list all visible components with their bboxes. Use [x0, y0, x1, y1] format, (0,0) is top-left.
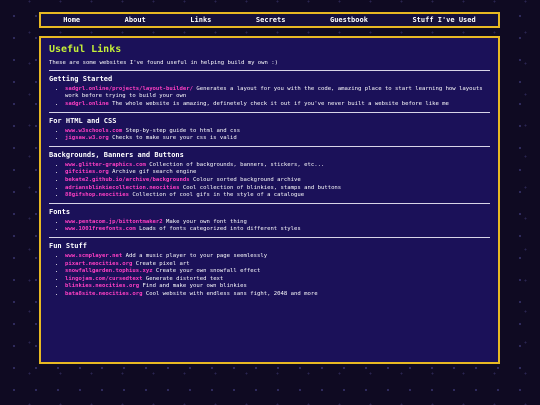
list-item	[65, 135, 490, 143]
link-description: Checks to make sure your css is valid	[108, 135, 237, 142]
link-description: Step-by-step guide to html and css	[122, 127, 241, 134]
section-title: For HTML and CSS	[49, 116, 117, 125]
link-description: Create pixel art	[132, 260, 190, 267]
list-item	[65, 162, 490, 170]
page-title: Useful Links	[49, 44, 122, 55]
link[interactable]: www.glitter-graphics.com	[65, 161, 146, 168]
link[interactable]: adriansblinkiecollection.neocities	[65, 184, 180, 191]
list-item	[65, 283, 490, 291]
link-description: Create your own snowfall effect	[152, 268, 261, 275]
link-description: Cool collection of blinkies, stamps and buttons	[179, 184, 342, 191]
list-item	[65, 86, 490, 100]
nav-guestbook-link[interactable]: Guestbook	[329, 16, 368, 24]
top-nav	[39, 12, 500, 28]
section-title: Fonts	[49, 207, 71, 216]
link[interactable]: lingojam.com/cursedtext	[65, 275, 143, 282]
list-item	[65, 276, 490, 284]
link[interactable]: www.pentacom.jp/bittontmaker2	[65, 218, 163, 225]
link-description: Generate distorted text	[142, 275, 224, 282]
link-description: Collection of backgrounds, banners, stickers, etc...	[145, 161, 325, 168]
content-panel	[39, 36, 500, 364]
link-description: Colour sorted background archive	[189, 177, 301, 184]
link[interactable]: 88gifshop.neocities	[65, 192, 129, 199]
nav-home-link[interactable]: Home	[63, 16, 81, 24]
link-list	[49, 162, 490, 200]
list-item	[65, 219, 490, 227]
nav-about-link[interactable]: About	[124, 16, 146, 24]
divider	[49, 70, 490, 71]
link[interactable]: sadgrl.online	[65, 101, 109, 108]
link[interactable]: pixart.neocities.org	[65, 260, 133, 267]
link[interactable]: gifcities.org	[65, 169, 109, 176]
link-description: Archive gif search engine	[108, 169, 197, 176]
list-item	[65, 261, 490, 269]
link-description: Find and make your own blinkies	[139, 283, 247, 290]
section-title: Fun Stuff	[49, 242, 87, 251]
link-list	[49, 219, 490, 234]
list-item	[65, 185, 490, 193]
list-item	[65, 268, 490, 276]
list-item	[65, 101, 490, 109]
link[interactable]: jigsaw.w3.org	[65, 135, 109, 142]
link[interactable]: bata8site.neocities.org	[65, 291, 143, 297]
intro-text: These are some websites I've found useful in helping build my own :)	[49, 60, 279, 66]
nav-secrets-link[interactable]: Secrets	[255, 16, 286, 24]
divider	[49, 203, 490, 204]
link-description: Make your own font thing	[162, 218, 247, 225]
link-description: Cool website with endless sans fight, 2048 and more	[142, 291, 318, 297]
list-item	[65, 169, 490, 177]
link[interactable]: blinkies.neocities.org	[65, 283, 140, 290]
nav-stuff-used-link[interactable]: Stuff I've Used	[412, 16, 476, 24]
link-list	[49, 253, 490, 299]
section-title: Getting Started	[49, 75, 113, 83]
link-description: Generates a layout for you with the code, amazing place to start learning how layouts work before trying to build your own	[65, 86, 483, 99]
list-item	[65, 177, 490, 185]
list-item	[65, 226, 490, 234]
link-description: Add a music player to your page seemlessly	[122, 253, 268, 260]
nav-links-link[interactable]: Links	[190, 16, 212, 24]
list-item	[65, 291, 490, 299]
link-description: The whole website is amazing, definetely check it out if you've never built a website before like me	[108, 101, 449, 108]
list-item	[65, 192, 490, 200]
list-item	[65, 253, 490, 261]
link-description: Loads of fonts categorized into different styles	[135, 226, 301, 233]
link[interactable]: www.1001freefonts.com	[65, 226, 136, 233]
link-list	[49, 128, 490, 143]
link[interactable]: bekate2.github.io/archive/backgrounds	[65, 177, 190, 184]
divider	[49, 112, 490, 113]
link[interactable]: www.w3schools.com	[65, 127, 123, 134]
link[interactable]: snowfallgarden.tophius.xyz	[65, 268, 153, 275]
link[interactable]: www.scmplayer.net	[65, 253, 123, 260]
link[interactable]: sadgrl.online/projects/layout-builder/	[65, 86, 193, 92]
divider	[49, 237, 490, 238]
divider	[49, 146, 490, 147]
link-description: Collection of cool gifs in the style of a catalogue	[129, 192, 305, 199]
link-list	[49, 86, 490, 109]
section-title: Backgrounds, Banners and Buttons	[49, 150, 184, 159]
